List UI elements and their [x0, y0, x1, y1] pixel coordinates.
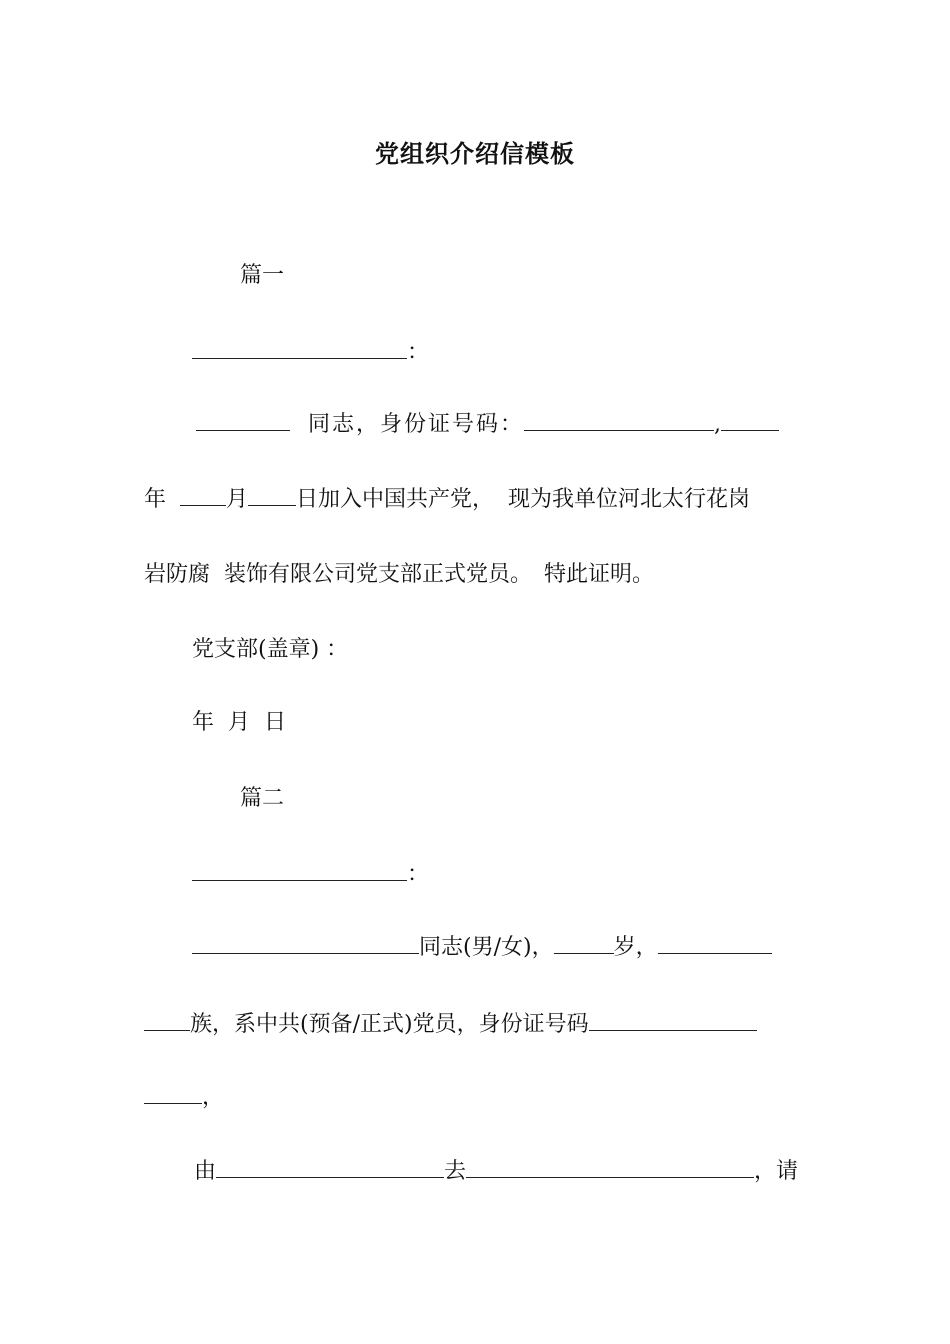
text-span: 日 [264, 710, 287, 735]
date-line [192, 708, 286, 738]
origin-blank [216, 1157, 444, 1178]
text-span: 由 [194, 1159, 217, 1184]
section-heading-1: 篇一 [240, 263, 285, 288]
text-span: 月 [228, 710, 251, 735]
text-span: ，请 [754, 1159, 799, 1184]
paragraph-line [144, 560, 654, 590]
recipient-blank [192, 338, 407, 359]
section-heading-2: 篇二 [240, 786, 285, 811]
day-blank [248, 485, 296, 506]
paragraph-line [192, 933, 772, 963]
salutation-line-1 [192, 338, 429, 368]
year-blank [721, 410, 779, 431]
id-number-blank [524, 410, 714, 431]
paragraph-line [196, 410, 779, 440]
text-span: 岁， [613, 935, 658, 960]
salutation-colon: ： [407, 340, 430, 365]
salutation-colon: ： [407, 862, 430, 887]
text-span: ， [202, 1085, 225, 1110]
text-span: 去 [444, 1159, 467, 1184]
age-blank [554, 933, 614, 954]
text-span: 特此证明。 [544, 562, 655, 587]
recipient-blank [192, 860, 407, 881]
text-span: 日加入中国共产党， [296, 487, 495, 512]
text-span: 年 [192, 710, 215, 735]
text-span: 岩防腐 [144, 562, 211, 587]
salutation-line-2 [192, 860, 429, 890]
text-span: 装饰有限公司党支部正式党员。 [224, 562, 533, 587]
ethnicity-blank [658, 933, 772, 954]
paragraph-line [194, 1157, 798, 1187]
paragraph-line [144, 1083, 224, 1113]
text-span: 年 [144, 487, 167, 512]
text-span: 同志，身份证号码： [308, 412, 525, 437]
destination-blank [466, 1157, 754, 1178]
text-span: 月 [226, 487, 249, 512]
id-number-blank [589, 1010, 757, 1031]
text-span: 现为我单位河北太行花岗 [508, 487, 751, 512]
name-blank [192, 933, 419, 954]
stamp-line: 党支部(盖章) ： [192, 637, 349, 662]
text-span: , [714, 412, 722, 437]
month-blank [180, 485, 226, 506]
paragraph-line [144, 485, 750, 515]
text-span: 族，系中共(预备/正式)党员，身份证号码 [190, 1012, 589, 1037]
ethnicity-blank-cont [144, 1010, 190, 1031]
name-blank [196, 410, 290, 431]
text-span: 同志(男/女)， [419, 935, 554, 960]
id-number-blank-cont [144, 1083, 202, 1104]
paragraph-line [144, 1010, 757, 1040]
page-title: 党组织介绍信模板 [375, 139, 575, 168]
